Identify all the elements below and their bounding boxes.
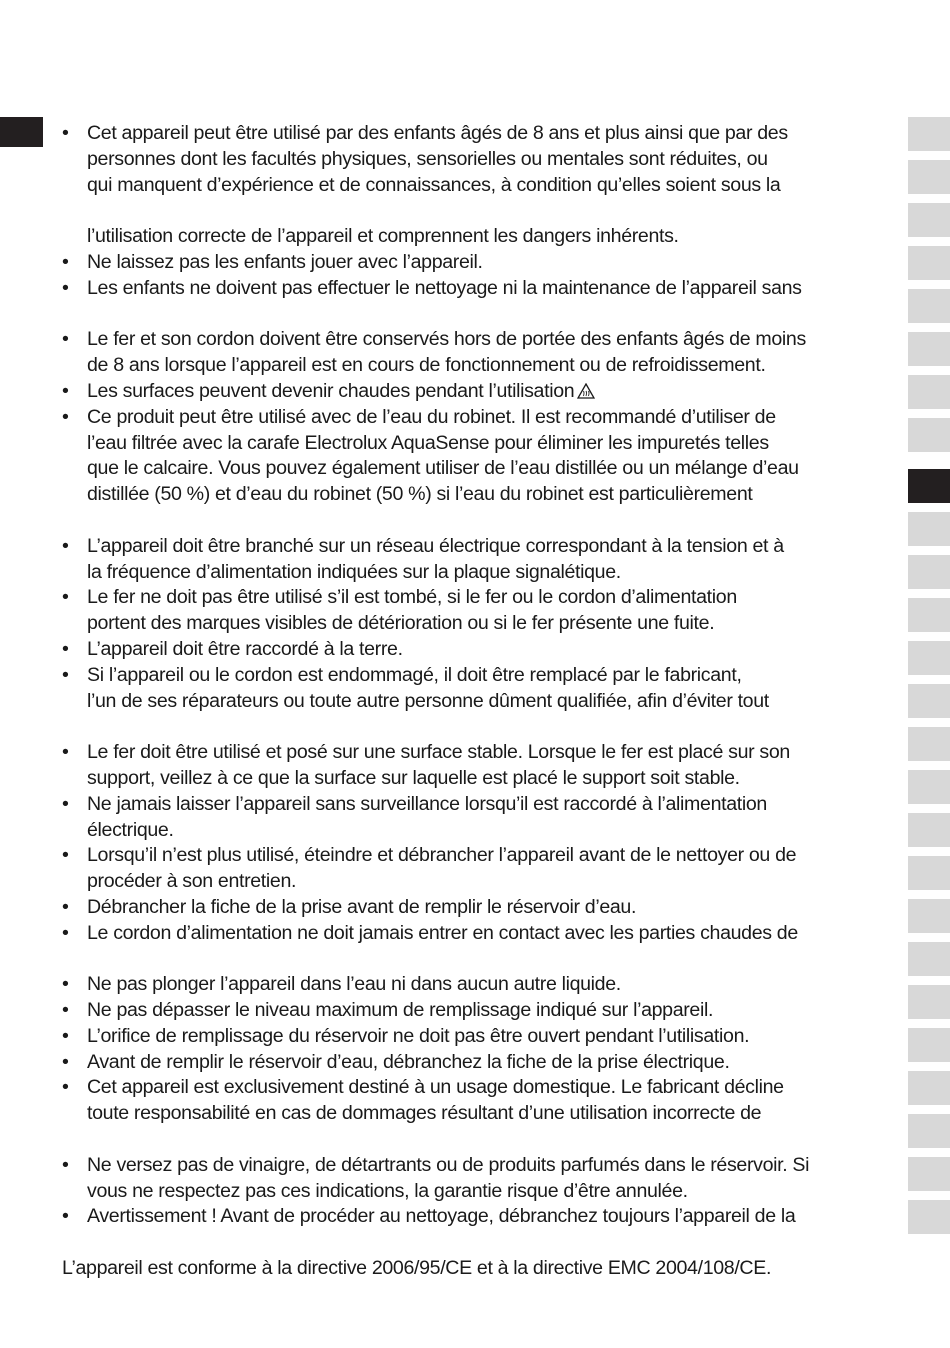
side-tab[interactable] bbox=[908, 555, 950, 589]
side-tab[interactable] bbox=[908, 289, 950, 323]
bullet: • bbox=[62, 405, 69, 428]
bullet: • bbox=[62, 663, 69, 686]
list-item: • Lorsqu’il n’est plus utilisé, éteindre et débrancher l’appareil avant de le nettoyer ou de bbox=[62, 843, 892, 869]
list-item-continuation: l’eau filtrée avec la carafe Electrolux AquaSense pour éliminer les impuretés telles bbox=[87, 431, 769, 454]
list-item: • Le fer ne doit pas être utilisé s’il est tombé, si le fer ou le cordon d’alimentation bbox=[62, 585, 892, 611]
bullet: • bbox=[62, 792, 69, 815]
bullet: • bbox=[62, 379, 69, 402]
list-item: • L’appareil doit être raccordé à la terre. bbox=[62, 637, 892, 663]
side-tab[interactable] bbox=[908, 899, 950, 933]
bullet: • bbox=[62, 1024, 69, 1047]
list-item-continuation: l’utilisation correcte de l’appareil et comprennent les dangers inhérents. bbox=[87, 225, 679, 248]
list-item: • Ce produit peut être utilisé avec de l’eau du robinet. Il est recommandé d’utiliser de bbox=[62, 405, 892, 431]
side-tab[interactable] bbox=[908, 375, 950, 409]
bullet: • bbox=[62, 1153, 69, 1176]
list-item: • L’appareil doit être branché sur un réseau électrique correspondant à la tension et à bbox=[62, 534, 892, 560]
side-tab[interactable] bbox=[908, 203, 950, 237]
list-item: • Les surfaces peuvent devenir chaudes pendant l’utilisation bbox=[62, 379, 892, 405]
list-item-continuation: procéder à son entretien. bbox=[87, 870, 297, 893]
bullet: • bbox=[62, 1050, 69, 1073]
side-tab[interactable] bbox=[908, 598, 950, 632]
side-tab[interactable] bbox=[908, 684, 950, 718]
list-item: • Avant de remplir le réservoir d’eau, débranchez la fiche de la prise électrique. bbox=[62, 1050, 892, 1076]
side-tab[interactable] bbox=[908, 770, 950, 804]
list-item: • Cet appareil peut être utilisé par des enfants âgés de 8 ans et plus ainsi que par des bbox=[62, 121, 892, 147]
list-item: • Si l’appareil ou le cordon est endommagé, il doit être remplacé par le fabricant, bbox=[62, 663, 892, 689]
list-item-continuation: que le calcaire. Vous pouvez également utiliser de l’eau distillée ou un mélange d’eau bbox=[87, 457, 799, 480]
bullet: • bbox=[62, 637, 69, 660]
bullet: • bbox=[62, 534, 69, 557]
list-item-continuation: personnes dont les facultés physiques, sensorielles ou mentales sont réduites, ou bbox=[87, 147, 768, 170]
side-tab[interactable] bbox=[908, 160, 950, 194]
list-item: • Le cordon d’alimentation ne doit jamais entrer en contact avec les parties chaudes de bbox=[62, 921, 892, 947]
side-tab-active[interactable] bbox=[908, 469, 950, 503]
side-tab[interactable] bbox=[908, 727, 950, 761]
spacer bbox=[62, 714, 892, 740]
bullet: • bbox=[62, 328, 69, 351]
compliance-statement: L’appareil est conforme à la directive 2006/95/CE et à la directive EMC 2004/108/CE. bbox=[62, 1257, 772, 1280]
bullet: • bbox=[62, 586, 69, 609]
side-tab[interactable] bbox=[908, 1114, 950, 1148]
language-side-tabs bbox=[908, 0, 950, 1348]
list-item-continuation: qui manquent d’expérience et de connaissances, à condition qu’elles soient sous la bbox=[87, 173, 781, 196]
list-item: • Les enfants ne doivent pas effectuer le nettoyage ni la maintenance de l’appareil sans bbox=[62, 276, 892, 302]
list-item: • Cet appareil est exclusivement destiné à un usage domestique. Le fabricant décline bbox=[62, 1075, 892, 1101]
bullet: • bbox=[62, 844, 69, 867]
bullet: • bbox=[62, 250, 69, 273]
side-tab[interactable] bbox=[908, 246, 950, 280]
bullet: • bbox=[62, 921, 69, 944]
list-item-continuation: électrique. bbox=[87, 818, 174, 841]
list-item: • Avertissement ! Avant de procéder au nettoyage, débranchez toujours l’appareil de la bbox=[62, 1204, 892, 1230]
side-tab[interactable] bbox=[908, 1157, 950, 1191]
side-tab[interactable] bbox=[908, 942, 950, 976]
list-item-continuation: vous ne respectez pas ces indications, la garantie risque d’être annulée. bbox=[87, 1179, 688, 1202]
side-tab[interactable] bbox=[908, 813, 950, 847]
list-item-continuation: de 8 ans lorsque l’appareil est en cours de fonctionnement ou de refroidissement. bbox=[87, 354, 766, 377]
spacer bbox=[62, 302, 892, 328]
list-item: • Ne versez pas de vinaigre, de détartrants ou de produits parfumés dans le réservoir. Si bbox=[62, 1153, 892, 1179]
list-item: • Le fer doit être utilisé et posé sur une surface stable. Lorsque le fer est placé sur son bbox=[62, 740, 892, 766]
list-item: • Ne laissez pas les enfants jouer avec l’appareil. bbox=[62, 250, 892, 276]
language-marker-tab bbox=[0, 117, 43, 147]
bullet: • bbox=[62, 1076, 69, 1099]
list-item: • Débrancher la fiche de la prise avant de remplir le réservoir d’eau. bbox=[62, 895, 892, 921]
list-item-continuation: l’un de ses réparateurs ou toute autre personne dûment qualifiée, afin d’éviter tout bbox=[87, 689, 769, 712]
list-item: • Ne pas plonger l’appareil dans l’eau ni dans aucun autre liquide. bbox=[62, 972, 892, 998]
list-item: • Le fer et son cordon doivent être conservés hors de portée des enfants âgés de moins bbox=[62, 327, 892, 353]
side-tab[interactable] bbox=[908, 1071, 950, 1105]
list-item-continuation: la fréquence d’alimentation indiquées sur la plaque signalétique. bbox=[87, 560, 621, 583]
list-item-continuation: support, veillez à ce que la surface sur laquelle est placé le support soit stable. bbox=[87, 766, 740, 789]
spacer bbox=[62, 198, 892, 224]
side-tab[interactable] bbox=[908, 1028, 950, 1062]
side-tab[interactable] bbox=[908, 332, 950, 366]
bullet: • bbox=[62, 999, 69, 1022]
list-item: • Ne jamais laisser l’appareil sans surveillance lorsqu’il est raccordé à l’alimentation bbox=[62, 792, 892, 818]
list-item: • L’orifice de remplissage du réservoir ne doit pas être ouvert pendant l’utilisation. bbox=[62, 1024, 892, 1050]
spacer bbox=[62, 508, 892, 534]
list-item-continuation: toute responsabilité en cas de dommages résultant d’une utilisation incorrecte de bbox=[87, 1102, 762, 1125]
side-tab[interactable] bbox=[908, 856, 950, 890]
bullet: • bbox=[62, 973, 69, 996]
list-item: • Ne pas dépasser le niveau maximum de remplissage indiqué sur l’appareil. bbox=[62, 998, 892, 1024]
bullet: • bbox=[62, 276, 69, 299]
bullet: • bbox=[62, 1205, 69, 1228]
side-tab[interactable] bbox=[908, 641, 950, 675]
side-tab[interactable] bbox=[908, 512, 950, 546]
safety-instructions bbox=[62, 121, 892, 1282]
list-item-continuation: portent des marques visibles de détérioration ou si le fer présente une fuite. bbox=[87, 612, 715, 635]
bullet: • bbox=[62, 741, 69, 764]
bullet: • bbox=[62, 895, 69, 918]
side-tab[interactable] bbox=[908, 117, 950, 151]
spacer bbox=[62, 1127, 892, 1153]
hot-surface-warning-icon bbox=[577, 383, 595, 399]
side-tab[interactable] bbox=[908, 418, 950, 452]
spacer bbox=[62, 947, 892, 973]
bullet: • bbox=[62, 122, 69, 144]
side-tab[interactable] bbox=[908, 985, 950, 1019]
list-item-continuation: distillée (50 %) et d’eau du robinet (50 %) si l’eau du robinet est particulièrement bbox=[87, 483, 753, 506]
side-tab[interactable] bbox=[908, 1200, 950, 1234]
